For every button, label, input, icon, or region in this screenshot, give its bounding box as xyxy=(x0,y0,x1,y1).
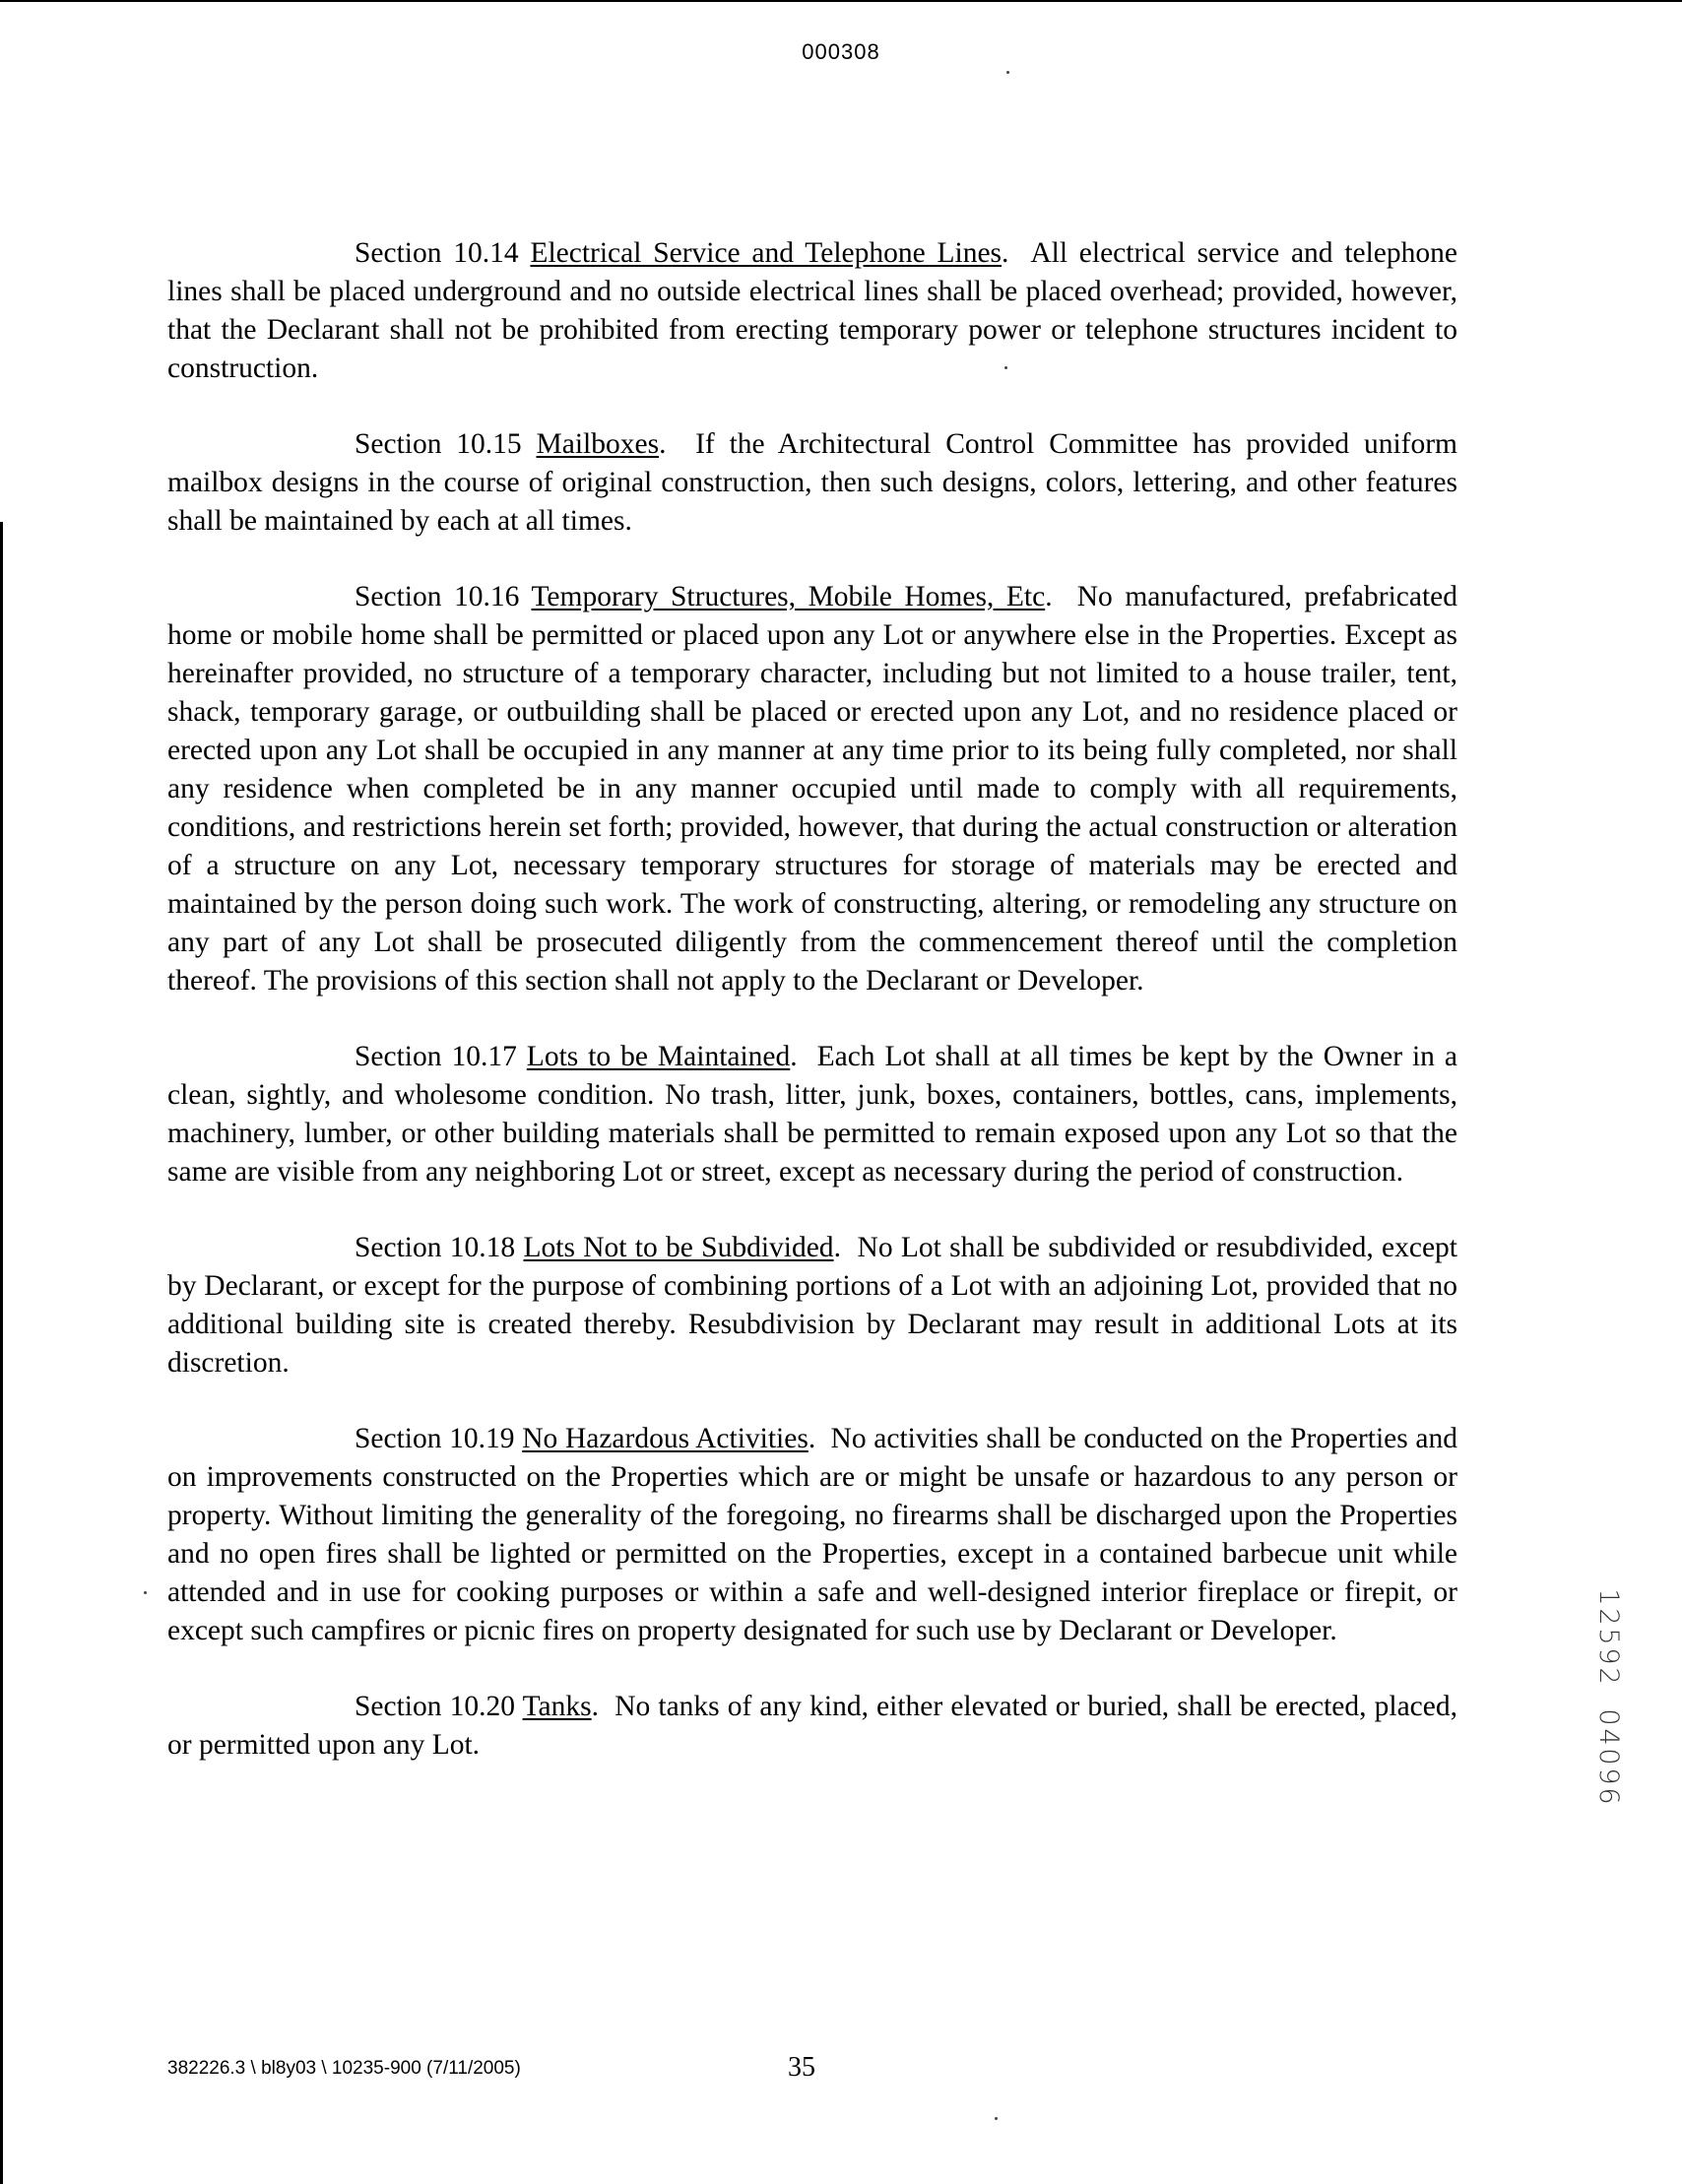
footer-document-id: 382226.3 \ bl8y03 \ 10235-900 (7/11/2005) xyxy=(167,2058,521,2079)
section-number: Section 10.14 xyxy=(355,237,519,269)
section-text: All electrical service and telephone lines shall be placed underground and no outside electrical lines shall be placed overhead; provided, however, that the Declarant shall not be prohibited from erecting temporary power or telephone structures incident to construction. xyxy=(167,237,1457,384)
section-10-18: Section 10.18 Lots Not to be Subdivided. No Lot shall be subdivided or resubdivided, except by Declarant, or except for the purpose of combining portions of a Lot with an adjoining Lot, provided that no additional building site is created thereby. Resubdivision by Declarant may result in additional Lots at its discretion. xyxy=(167,1232,1458,1379)
section-text: No manufactured, prefabricated home or mobile home shall be permitted or placed upon any Lot or anywhere else in the Properties. Except as hereinafter provided, no structure of a temporary character, including but not limited to a house trailer, tent, shack, temporary garage, or outbuilding shall be placed or erected upon any Lot, and no residence placed or erected upon any Lot shall be occupied in any manner at any time prior to its being fully completed, nor shall any residence when completed be in any manner occupied until made to comply with all requirements, conditions, and restrictions herein set forth; provided, however, that during the actual construction or alteration of a structure on any Lot, necessary temporary structures for storage of materials may be erected and maintained by the person doing such work. The work of constructing, altering, or remodeling any structure on any part of any Lot shall be prosecuted diligently from the commencement thereof until the completion thereof. The provisions of this section shall not apply to the Declarant or Developer. xyxy=(167,581,1458,996)
section-10-14: Section 10.14 Electrical Service and Telephone Lines. All electrical service and telephone lines shall be placed underground and no outside electrical lines shall be placed overhead; provided, however, that the Declarant shall not be prohibited from erecting temporary power or telephone structures incident to construction. xyxy=(167,237,1457,384)
section-text: No tanks of any kind, either elevated or buried, shall be erected, placed, or permitted upon any Lot. xyxy=(167,1691,1457,1761)
page-number: 35 xyxy=(788,2052,815,2083)
section-number: Section 10.18 xyxy=(355,1232,516,1263)
section-10-19: Section 10.19 No Hazardous Activities. No activities shall be conducted on the Properties and on improvements constructed on the Properties which are or might be unsafe or hazardous to any person or property. Without limiting the generality of the foregoing, no firearms shall be discharged upon the Properties and no open fires shall be lighted or permitted on the Properties, except in a contained barbecue unit while attended and in use for cooking purposes or within a safe and well-designed interior fireplace or firepit, or except such campfires or picnic fires on property designated for such use by Declarant or Developer. xyxy=(167,1423,1457,1646)
side-stamp-char: 4 xyxy=(1593,1728,1624,1746)
side-stamp xyxy=(1593,1587,1624,1806)
side-stamp-char: 2 xyxy=(1593,1667,1624,1685)
section-number: Section 10.17 xyxy=(355,1041,517,1072)
scan-speck xyxy=(995,2117,998,2120)
side-stamp-char: 9 xyxy=(1593,1767,1624,1785)
side-stamp-gap xyxy=(1597,1686,1621,1707)
page-left-border xyxy=(0,522,3,2184)
section-text: If the Architectural Control Committee has provided uniform mailbox designs in the course of original construction, then such designs, colors, lettering, and other features shall be maintained by each at all times. xyxy=(167,428,1457,537)
section-10-17: Section 10.17 Lots to be Maintained. Each Lot shall at all times be kept by the Owner in a clean, sightly, and wholesome condition. No trash, litter, junk, boxes, containers, bottles, cans, implements, machinery, lumber, or other building materials shall be permitted to remain exposed upon any Lot so that the same are visible from any neighboring Lot or street, except as necessary during the period of construction. xyxy=(167,1041,1457,1188)
section-title: Temporary Structures, Mobile Homes, Etc xyxy=(531,581,1046,612)
document-number: 000308 xyxy=(802,39,880,64)
side-stamp-char: 0 xyxy=(1593,1708,1624,1726)
section-10-15: Section 10.15 Mailboxes. If the Architectural Control Committee has provided uniform mailbox designs in the course of original construction, then such designs, colors, lettering, and other features shall be maintained by each at all times. xyxy=(167,428,1457,537)
side-stamp-char: 9 xyxy=(1593,1647,1624,1665)
section-text: No Lot shall be subdivided or resubdivided, except by Declarant, or except for the purpose of combining portions of a Lot with an adjoining Lot, provided that no additional building site is created thereby. Resubdivision by Declarant may result in additional Lots at its discretion. xyxy=(167,1232,1458,1379)
side-stamp-char: 6 xyxy=(1593,1787,1624,1805)
section-title: No Hazardous Activities xyxy=(522,1423,809,1454)
section-10-20: Section 10.20 Tanks. No tanks of any kind, either elevated or buried, shall be erected, placed, or permitted upon any Lot. xyxy=(167,1691,1457,1761)
side-stamp-char: 2 xyxy=(1593,1608,1624,1626)
scan-speck xyxy=(1006,71,1009,74)
section-title: Tanks xyxy=(522,1691,592,1722)
section-text: Each Lot shall at all times be kept by the Owner in a clean, sightly, and wholesome condition. No trash, litter, junk, boxes, containers, bottles, cans, implements, machinery, lumber, or other building materials shall be permitted to remain exposed upon any Lot so that the same are visible from any neighboring Lot or street, except as necessary during the period of construction. xyxy=(167,1041,1457,1188)
page-top-border xyxy=(0,0,1682,2)
section-title: Electrical Service and Telephone Lines xyxy=(530,237,1003,269)
section-text: No activities shall be conducted on the Properties and on improvements constructed on the Properties which are or might be unsafe or hazardous to any person or property. Without limiting the generality of the foregoing, no firearms shall be discharged upon the Properties and no open fires shall be lighted or permitted on the Properties, except in a contained barbecue unit while attended and in use for cooking purposes or within a safe and well-designed interior fireplace or firepit, or except such campfires or picnic fires on property designated for such use by Declarant or Developer. xyxy=(167,1423,1457,1646)
side-stamp-char: 5 xyxy=(1593,1628,1624,1645)
section-title: Mailboxes xyxy=(536,428,660,460)
side-stamp-char: 1 xyxy=(1593,1588,1624,1606)
scan-speck xyxy=(144,1591,147,1594)
document-body xyxy=(167,234,1457,1802)
side-stamp-char: 0 xyxy=(1593,1748,1624,1766)
section-number: Section 10.19 xyxy=(355,1423,515,1454)
section-10-16: Section 10.16 Temporary Structures, Mobile Homes, Etc. No manufactured, prefabricated home or mobile home shall be permitted or placed upon any Lot or anywhere else in the Properties. Except as hereinafter provided, no structure of a temporary character, including but not limited to a house trailer, tent, shack, temporary garage, or outbuilding shall be placed or erected upon any Lot, and no residence placed or erected upon any Lot shall be occupied in any manner at any time prior to its being fully completed, nor shall any residence when completed be in any manner occupied until made to comply with all requirements, conditions, and restrictions herein set forth; provided, however, that during the actual construction or alteration of a structure on any Lot, necessary temporary structures for storage of materials may be erected and maintained by the person doing such work. The work of constructing, altering, or remodeling any structure on any part of any Lot shall be prosecuted diligently from the commencement thereof until the completion thereof. The provisions of this section shall not apply to the Declarant or Developer. xyxy=(167,581,1458,996)
section-title: Lots to be Maintained xyxy=(526,1041,791,1072)
section-number: Section 10.15 xyxy=(355,428,522,460)
section-title: Lots Not to be Subdivided xyxy=(523,1232,834,1263)
section-number: Section 10.16 xyxy=(355,581,520,612)
section-number: Section 10.20 xyxy=(355,1691,515,1722)
scan-speck xyxy=(1004,366,1007,369)
